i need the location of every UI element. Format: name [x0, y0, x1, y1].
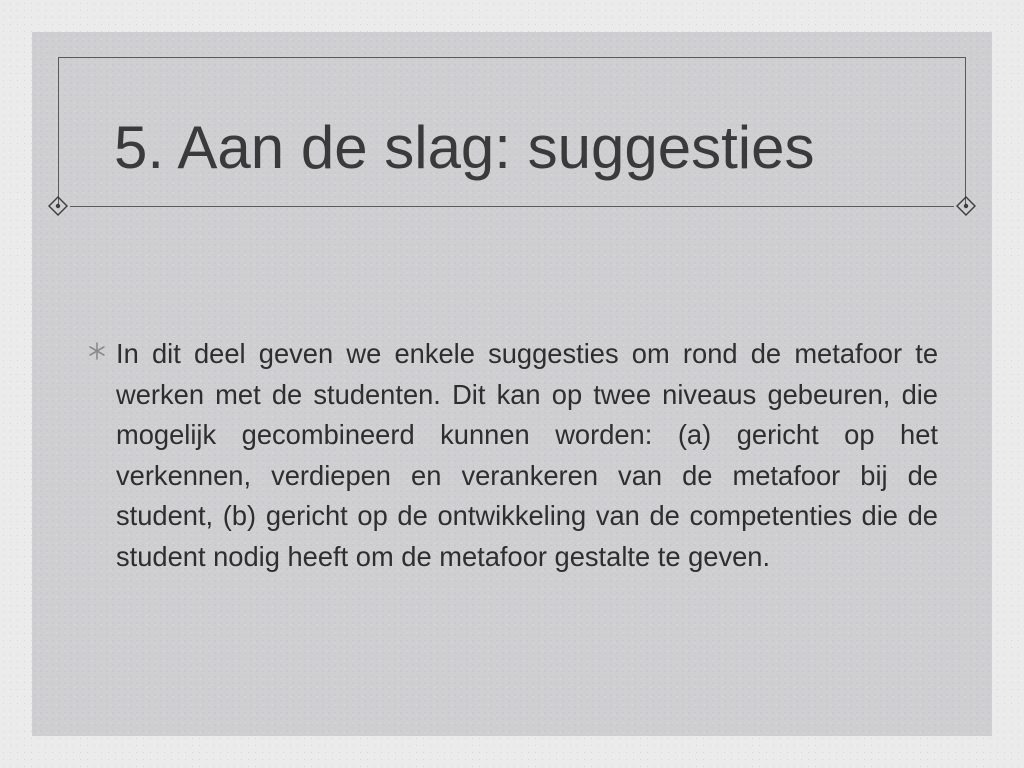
slide-title: 5. Aan de slag: suggesties: [114, 114, 815, 181]
title-frame-bottom-rule: [70, 206, 954, 207]
bullet-list: [86, 334, 938, 577]
list-item: [86, 334, 938, 577]
diamond-ornament-icon: [956, 196, 976, 216]
bullet-text: In dit deel geven we enkele suggesties om rond de metafoor te werken met de studenten. Dit kan op twee niveaus gebeuren, die mogelijk gecombineerd kunnen worden: (a) gericht op het verkennen, verdiepen en verankeren van de metafoor bij de student, (b) gericht op de ontwikkeling van de competenties die de student nodig heeft om de metafoor gestalte te geven.: [116, 338, 938, 572]
diamond-ornament-icon: [48, 196, 68, 216]
asterisk-bullet-icon: [86, 340, 108, 362]
